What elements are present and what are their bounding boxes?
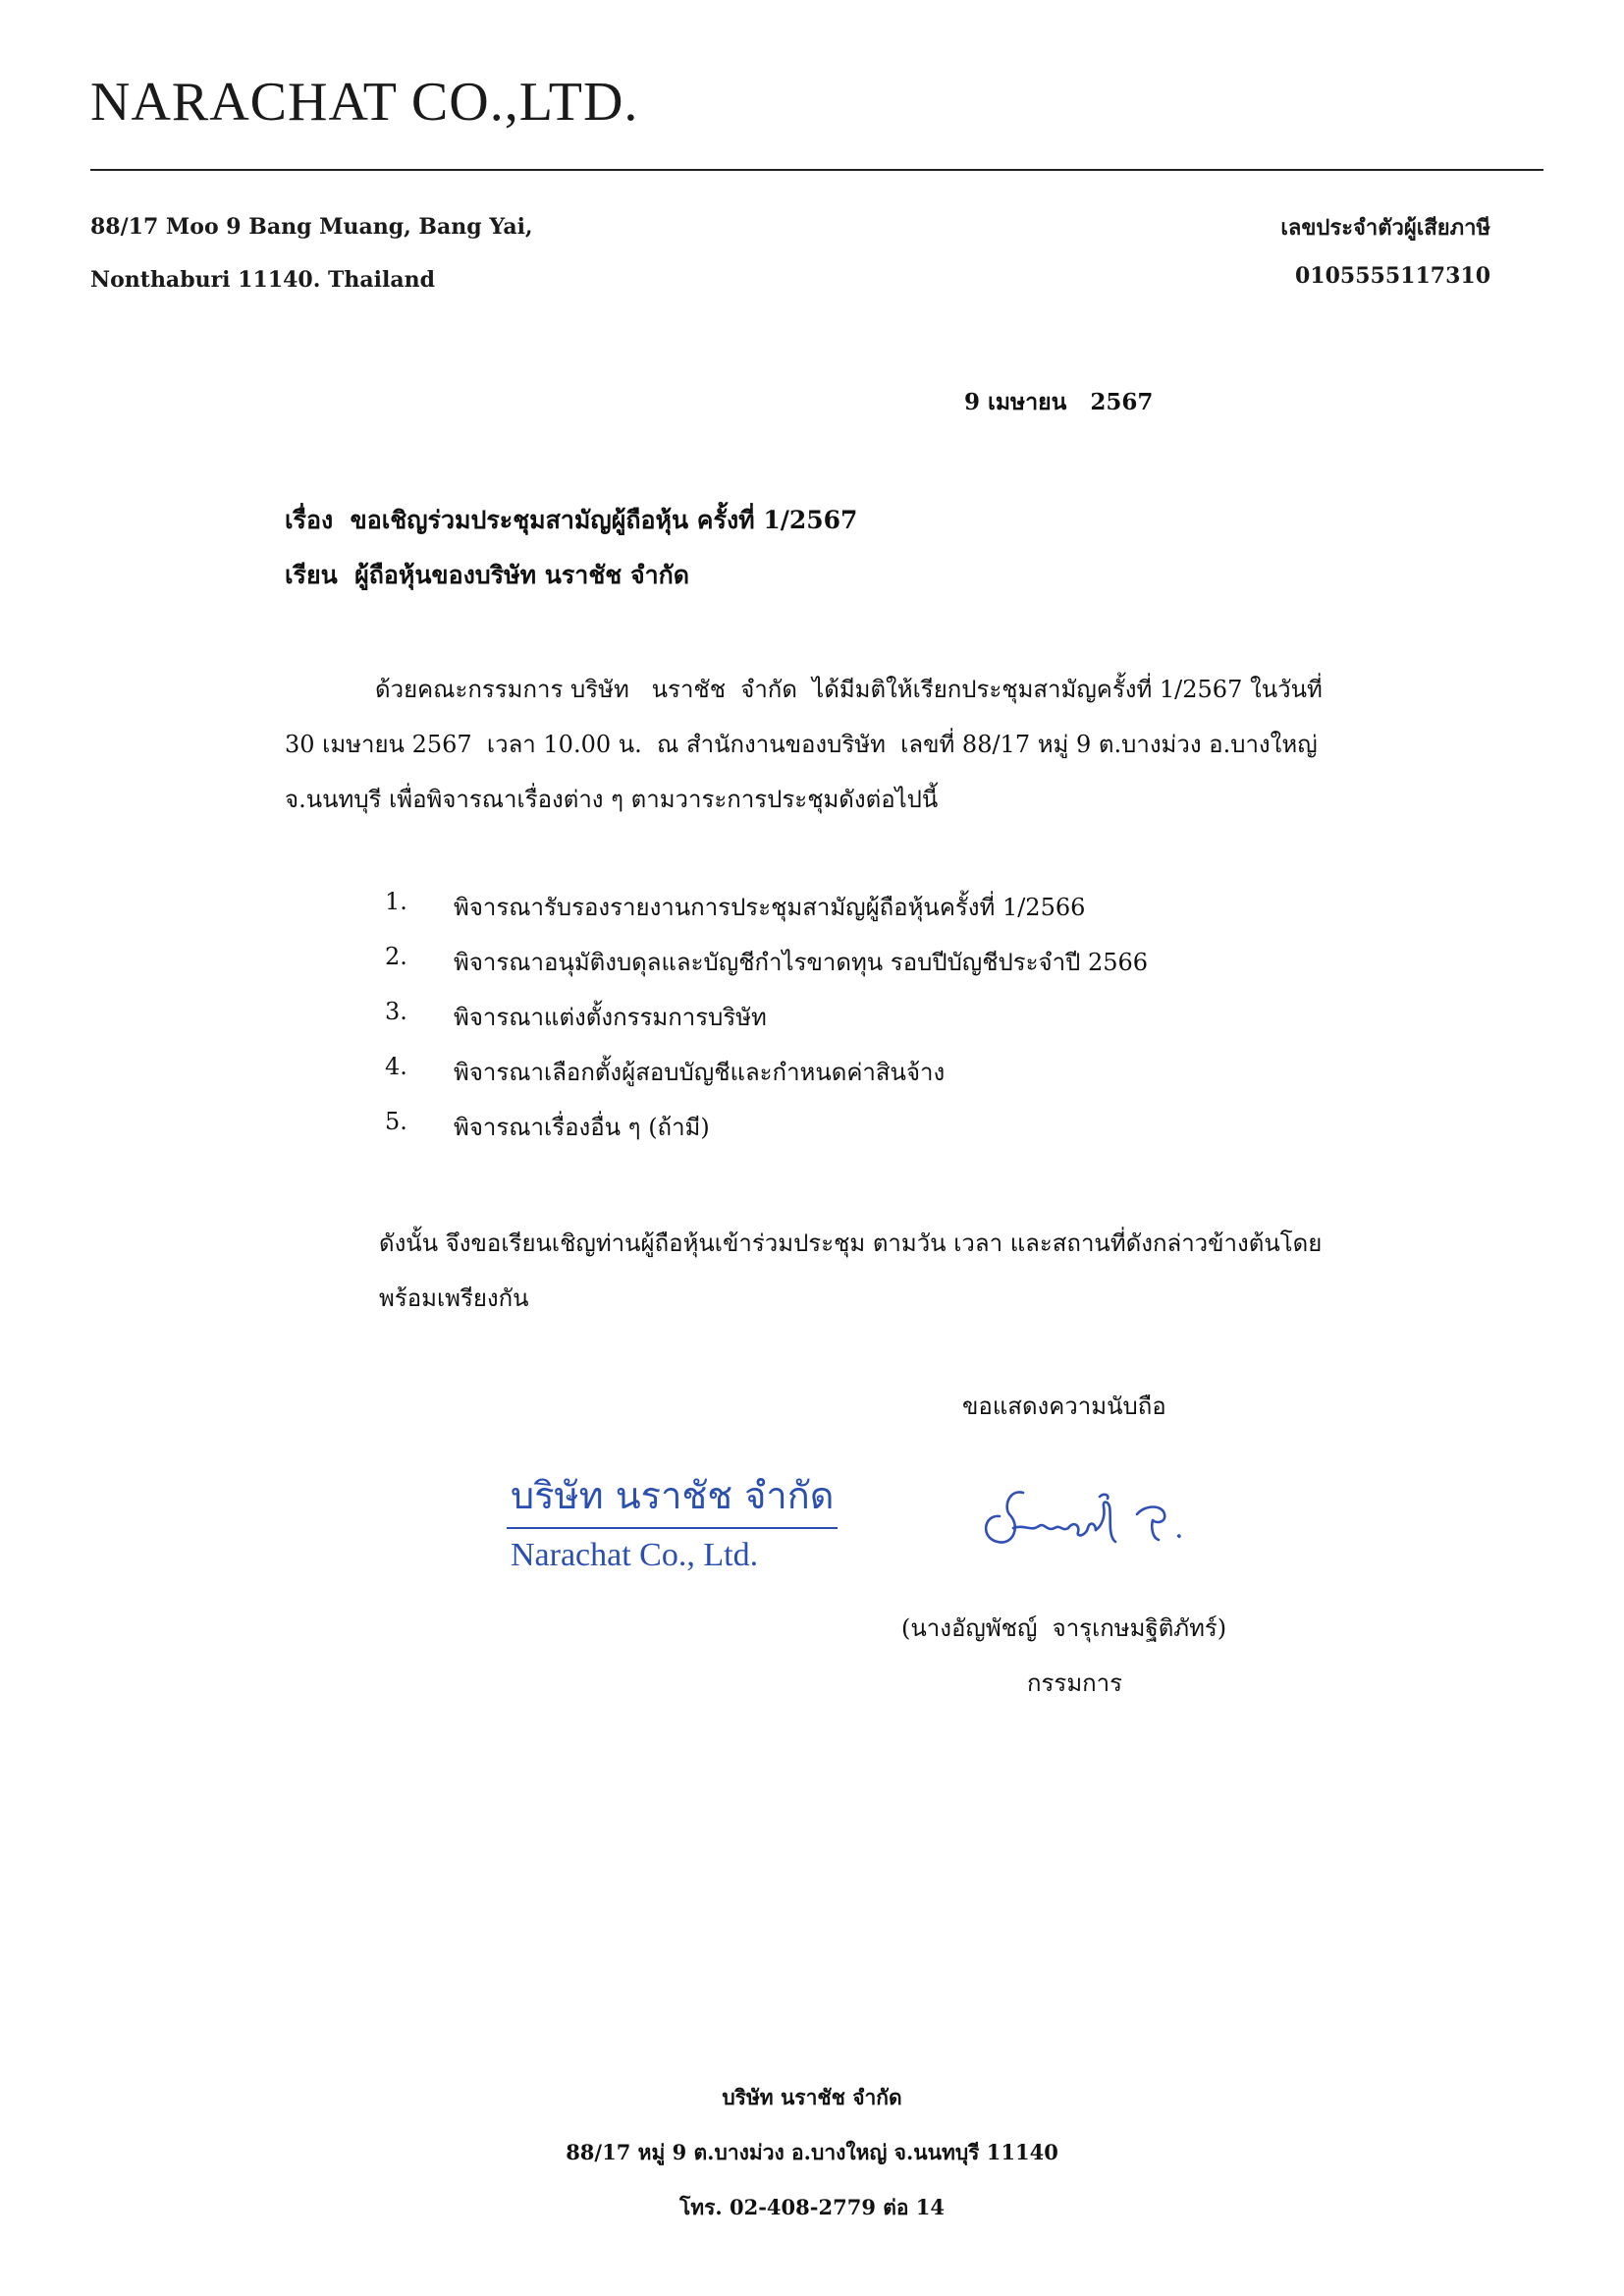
- stamp-english-name: Narachat Co., Ltd.: [511, 1537, 759, 1573]
- agenda-item-number: 2.: [385, 943, 407, 970]
- letter-subject: เรื่อง ขอเชิญร่วมประชุมสามัญผู้ถือหุ้น ครั้งที่ 1/2567: [285, 506, 858, 534]
- agenda-item-number: 3.: [385, 998, 407, 1025]
- footer-address: 88/17 หมู่ 9 ต.บางม่วง อ.บางใหญ่ จ.นนทบุรี 11140: [566, 2140, 1058, 2164]
- header-divider: [90, 169, 1543, 171]
- letter-date: 9 เมษายน 2567: [964, 389, 1154, 415]
- tax-id-label: เลขประจำตัวผู้เสียภาษี: [1280, 215, 1490, 241]
- footer-company-name: บริษัท นราชัช จำกัด: [722, 2085, 902, 2109]
- regards-text: ขอแสดงความนับถือ: [962, 1393, 1166, 1420]
- signer-name: (นางอัญพัชญ์ จารุเกษมฐิติภัทร์): [901, 1614, 1227, 1642]
- agenda-item-text: พิจารณาเรื่องอื่น ๆ (ถ้ามี): [454, 1114, 710, 1141]
- closing-line-1: ดังนั้น จึงขอเรียนเชิญท่านผู้ถือหุ้นเข้าร่วมประชุม ตามวัน เวลา และสถานที่ดังกล่าวข้างต้นโดย: [379, 1230, 1323, 1257]
- agenda-item-text: พิจารณารับรองรายงานการประชุมสามัญผู้ถือหุ้นครั้งที่ 1/2566: [454, 894, 1086, 921]
- tax-id-number: 0105555117310: [1295, 263, 1490, 289]
- agenda-item-text: พิจารณาเลือกตั้งผู้สอบบัญชีและกำหนดค่าสินจ้าง: [454, 1059, 946, 1086]
- footer-phone: โทร. 02-408-2779 ต่อ 14: [678, 2195, 946, 2219]
- signer-title: กรรมการ: [1027, 1669, 1123, 1697]
- closing-line-2: พร้อมเพรียงกัน: [379, 1285, 529, 1312]
- letter-salutation: เรียน ผู้ถือหุ้นของบริษัท นราชัช จำกัด: [285, 561, 690, 589]
- agenda-item-text: พิจารณาอนุมัติงบดุลและบัญชีกำไรขาดทุน รอบปีบัญชีประจำปี 2566: [454, 949, 1149, 976]
- handwritten-signature: [970, 1467, 1206, 1559]
- address-line-2: Nonthaburi 11140. Thailand: [90, 267, 436, 293]
- agenda-item-text: พิจารณาแต่งตั้งกรรมการบริษัท: [454, 1004, 767, 1031]
- body-paragraph-line-1: ด้วยคณะกรรมการ บริษัท นราชัช จำกัด ได้มีมติให้เรียกประชุมสามัญครั้งที่ 1/2567 ในวันที่: [375, 676, 1323, 703]
- body-paragraph-line-2: 30 เมษายน 2567 เวลา 10.00 น. ณ สำนักงานของบริษัท เลขที่ 88/17 หมู่ 9 ต.บางม่วง อ.บางใหญ่: [285, 731, 1318, 758]
- agenda-item-number: 1.: [385, 888, 407, 915]
- agenda-item-number: 4.: [385, 1053, 407, 1080]
- agenda-item-number: 5.: [385, 1108, 407, 1135]
- stamp-thai-name: บริษัท นราชัช จำกัด: [507, 1465, 838, 1529]
- company-name: NARACHAT CO.,LTD.: [90, 72, 639, 133]
- body-paragraph-line-3: จ.นนทบุรี เพื่อพิจารณาเรื่องต่าง ๆ ตามวาระการประชุมดังต่อไปนี้: [285, 786, 939, 813]
- address-line-1: 88/17 Moo 9 Bang Muang, Bang Yai,: [90, 214, 533, 240]
- company-stamp: [507, 1465, 838, 1574]
